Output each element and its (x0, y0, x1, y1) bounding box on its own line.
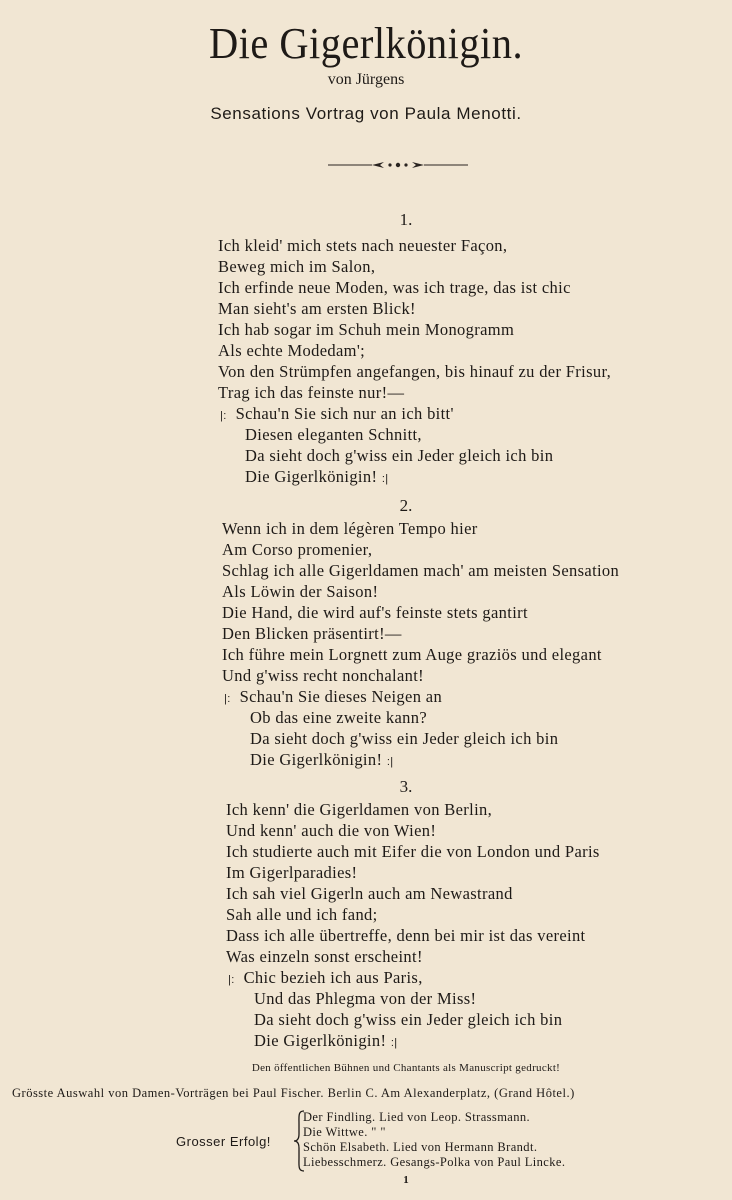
works-list (303, 1110, 565, 1170)
verse-line: Und kenn' auch die von Wien! (226, 821, 437, 840)
refrain-line: Und das Phlegma von der Miss! (254, 989, 477, 1008)
song-title: Die Gigerlkönigin. (208, 19, 524, 68)
refrain-text: Schau'n Sie sich nur an ich bitt' (235, 404, 454, 423)
refrain-line: Da sieht doch g'wiss ein Jeder gleich ich bin (250, 729, 559, 748)
refrain-line (245, 467, 388, 487)
verse-line: Am Corso promenier, (222, 540, 373, 559)
verse-line: Trag ich das feinste nur!— (218, 383, 405, 402)
repeat-close-mark: :| (390, 1037, 398, 1049)
ornament-divider (328, 158, 468, 172)
publisher-advert: Grösste Auswahl von Damen-Vorträgen bei Paul Fischer. Berlin C. Am Alexanderplatz, (Grand Hôtel.) (12, 1086, 575, 1100)
refrain-text: Chic bezieh ich aus Paris, (243, 968, 423, 987)
verse-line: Ich studierte auch mit Eifer die von London und Paris (226, 842, 600, 861)
verse-line: Beweg mich im Salon, (218, 257, 376, 276)
verse-line: Ich kleid' mich stets nach neuester Façon, (218, 236, 508, 255)
repeat-open-mark: |: (228, 974, 235, 986)
refrain-line: Ob das eine zweite kann? (250, 708, 427, 727)
refrain-line: Diesen eleganten Schnitt, (245, 425, 422, 444)
verse-line: Ich sah viel Gigerln auch am Newastrand (226, 884, 513, 903)
repeat-open-mark: |: (224, 693, 231, 705)
verse-line: Und g'wiss recht nonchalant! (222, 666, 425, 685)
work-item: Die Wittwe. " " (303, 1125, 386, 1139)
verse-line: Den Blicken präsentirt!— (222, 624, 402, 643)
verse-line: Ich erfinde neue Moden, was ich trage, das ist chic (218, 278, 571, 297)
refrain-line (254, 1031, 397, 1051)
refrain-line (224, 687, 442, 707)
stanza-number: 1. (399, 210, 413, 229)
verse-line: Ich kenn' die Gigerldamen von Berlin, (226, 800, 493, 819)
repeat-open-mark: |: (220, 410, 227, 422)
verse-line: Wenn ich in dem légèren Tempo hier (222, 519, 478, 538)
refrain-line (250, 750, 393, 770)
refrain-line: Da sieht doch g'wiss ein Jeder gleich ich bin (245, 446, 554, 465)
stanza-number: 2. (399, 496, 413, 515)
refrain-line: Da sieht doch g'wiss ein Jeder gleich ich bin (254, 1010, 563, 1029)
verse-line: Schlag ich alle Gigerldamen mach' am meisten Sensation (222, 561, 620, 580)
verse-line: Als Löwin der Saison! (222, 582, 379, 601)
author-line: von Jürgens (327, 71, 405, 88)
success-label: Grosser Erfolg! (176, 1134, 271, 1149)
refrain-text: Schau'n Sie dieses Neigen an (239, 687, 443, 706)
verse-line: Man sieht's am ersten Blick! (218, 299, 416, 318)
page-number: 1 (403, 1174, 409, 1186)
work-item: Liebesschmerz. Gesangs-Polka von Paul Lincke. (303, 1155, 566, 1169)
performance-subtitle: Sensations Vortrag von Paula Menotti. (210, 104, 522, 123)
verse-line: Im Gigerlparadies! (226, 863, 358, 882)
work-item: Schön Elsabeth. Lied von Hermann Brandt. (303, 1140, 538, 1154)
refrain-line (220, 404, 454, 424)
verse-line: Was einzeln sonst erscheint! (226, 947, 423, 966)
verse-line: Ich hab sogar im Schuh mein Monogramm (218, 320, 515, 339)
repeat-close-mark: :| (381, 473, 389, 485)
work-item: Der Findling. Lied von Leop. Strassmann. (303, 1110, 531, 1124)
manuscript-notice: Den öffentlichen Bühnen und Chantants als Manuscript gedruckt! (251, 1062, 561, 1074)
refrain-text: Die Gigerlkönigin! (245, 467, 378, 486)
refrain-text: Die Gigerlkönigin! (250, 750, 383, 769)
verse-line: Von den Strümpfen angefangen, bis hinauf zu der Frisur, (218, 362, 612, 381)
repeat-close-mark: :| (386, 756, 394, 768)
verse-line: Dass ich alle übertreffe, denn bei mir ist das vereint (226, 926, 586, 945)
refrain-text: Die Gigerlkönigin! (254, 1031, 387, 1050)
verse-line: Sah alle und ich fand; (226, 905, 378, 924)
verse-line: Die Hand, die wird auf's feinste stets gantirt (222, 603, 528, 622)
verse-line: Als echte Modedam'; (218, 341, 366, 360)
refrain-line (228, 968, 423, 988)
stanza-number: 3. (399, 777, 413, 796)
verse-line: Ich führe mein Lorgnett zum Auge graziös und elegant (222, 645, 602, 664)
